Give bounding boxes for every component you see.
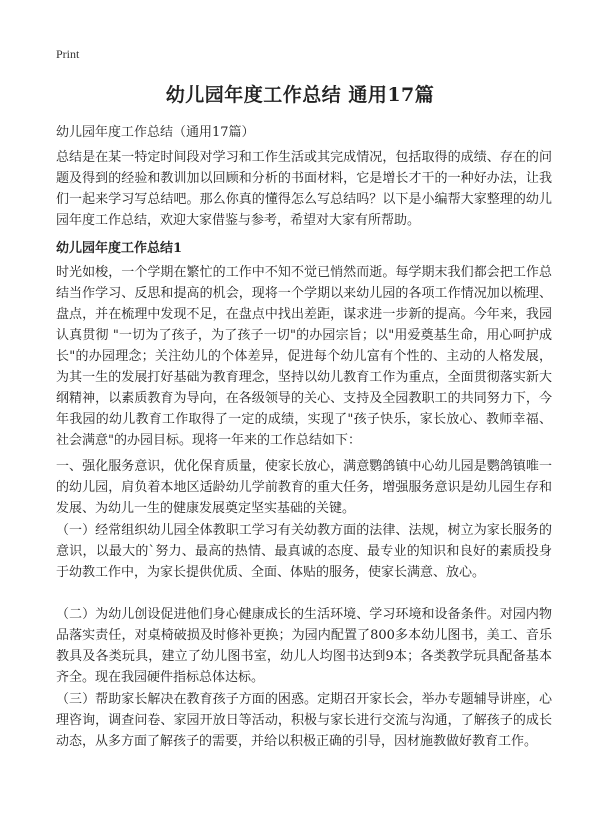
section1-paragraph-2: 一、强化服务意识，优化保育质量，使家长放心，满意鹦鸽镇中心幼儿园是鹦鸽镇唯一的幼儿园，肩负着本地区适龄幼儿学前教育的重大任务，增强服务意识是幼儿园生存和发展、为幼儿一生的健康发展奠定坚实基础的关键。 bbox=[56, 459, 552, 516]
section1-paragraph-4-block bbox=[56, 604, 552, 688]
section1-paragraph-1-block bbox=[56, 262, 552, 451]
section1-paragraph-5: （三）帮助家长解决在教育孩子方面的困惑。定期召开家长会，举办专题辅导讲座，心理咨询，调查问卷、家园开放日等活动，积极与家长进行交流与沟通，了解孩子的成长动态，从多方面了解孩子的需要，并给以积极正确的引导，因材施教做好教育工作。 bbox=[56, 692, 552, 749]
section1-paragraph-5-block bbox=[56, 689, 552, 752]
section-heading: 幼儿园年度工作总结1 bbox=[56, 241, 183, 256]
document-subtitle: 幼儿园年度工作总结（通用17篇） bbox=[56, 125, 255, 140]
intro-block bbox=[56, 147, 552, 231]
section1-paragraph-2-block bbox=[56, 456, 552, 519]
section1-paragraph-4: （二）为幼儿创设促进他们身心健康成长的生活环境、学习环境和设备条件。对园内物品落实责任，对桌椅破损及时修补更换；为园内配置了800多本幼儿图书，美工、音乐教具及各类玩具，建立了幼儿图书室，幼儿人均图书达到9本；各类教学玩具配备基本齐全。现在我园硬件指标总体达标。 bbox=[56, 607, 552, 685]
section1-paragraph-3-block bbox=[56, 520, 552, 583]
section1-paragraph-1: 时光如梭，一个学期在繁忙的工作中不知不觉已悄然而逝。每学期末我们都会把工作总结当作学习、反思和提高的机会，现将一个学期以来幼儿园的各项工作情况加以梳理、盘点，并在梳理中发现不足，在盘点中找出差距，谋求进一步新的提高。今年来，我园认真贯彻 "一切为了孩子，为了孩子一切"的办园宗旨；以"用爱奠基生命，用心呵护成长"的办园理念；关注幼儿的个体差异，促进每个幼儿富有个性的、主动的人格发展，为其一生的发展打好基础为教育理念，坚持以幼儿教育工作为重点，全面贯彻落实新大纲精神，以素质教育为导向，在各级领导的关心、支持及全园教职工的共同努力下，今年我园的幼儿教育工作取得了一定的成绩，实现了"孩子快乐，家长放心、教师幸福、社会满意"的办园目标。现将一年来的工作总结如下： bbox=[56, 265, 552, 448]
section1-paragraph-3: （一）经常组织幼儿园全体教职工学习有关幼教方面的法律、法规，树立为家长服务的意识，以最大的`努力、最高的热情、最真诚的态度、最专业的知识和良好的素质投身于幼教工作中，为家长提供优质、全面、体贴的服务，使家长满意、放心。 bbox=[56, 523, 552, 580]
intro-paragraph: 总结是在某一特定时间段对学习和工作生活或其完成情况，包括取得的成绩、存在的问题及得到的经验和教训加以回顾和分析的书面材料，它是增长才干的一种好办法，让我们一起来学习写总结吧。那么你真的懂得怎么写总结吗？以下是小编帮大家整理的幼儿园年度工作总结，欢迎大家借鉴与参考，希望对大家有所帮助。 bbox=[56, 150, 552, 228]
document-title: 幼儿园年度工作总结 通用17篇 bbox=[165, 84, 435, 106]
print-label: Print bbox=[56, 47, 80, 61]
